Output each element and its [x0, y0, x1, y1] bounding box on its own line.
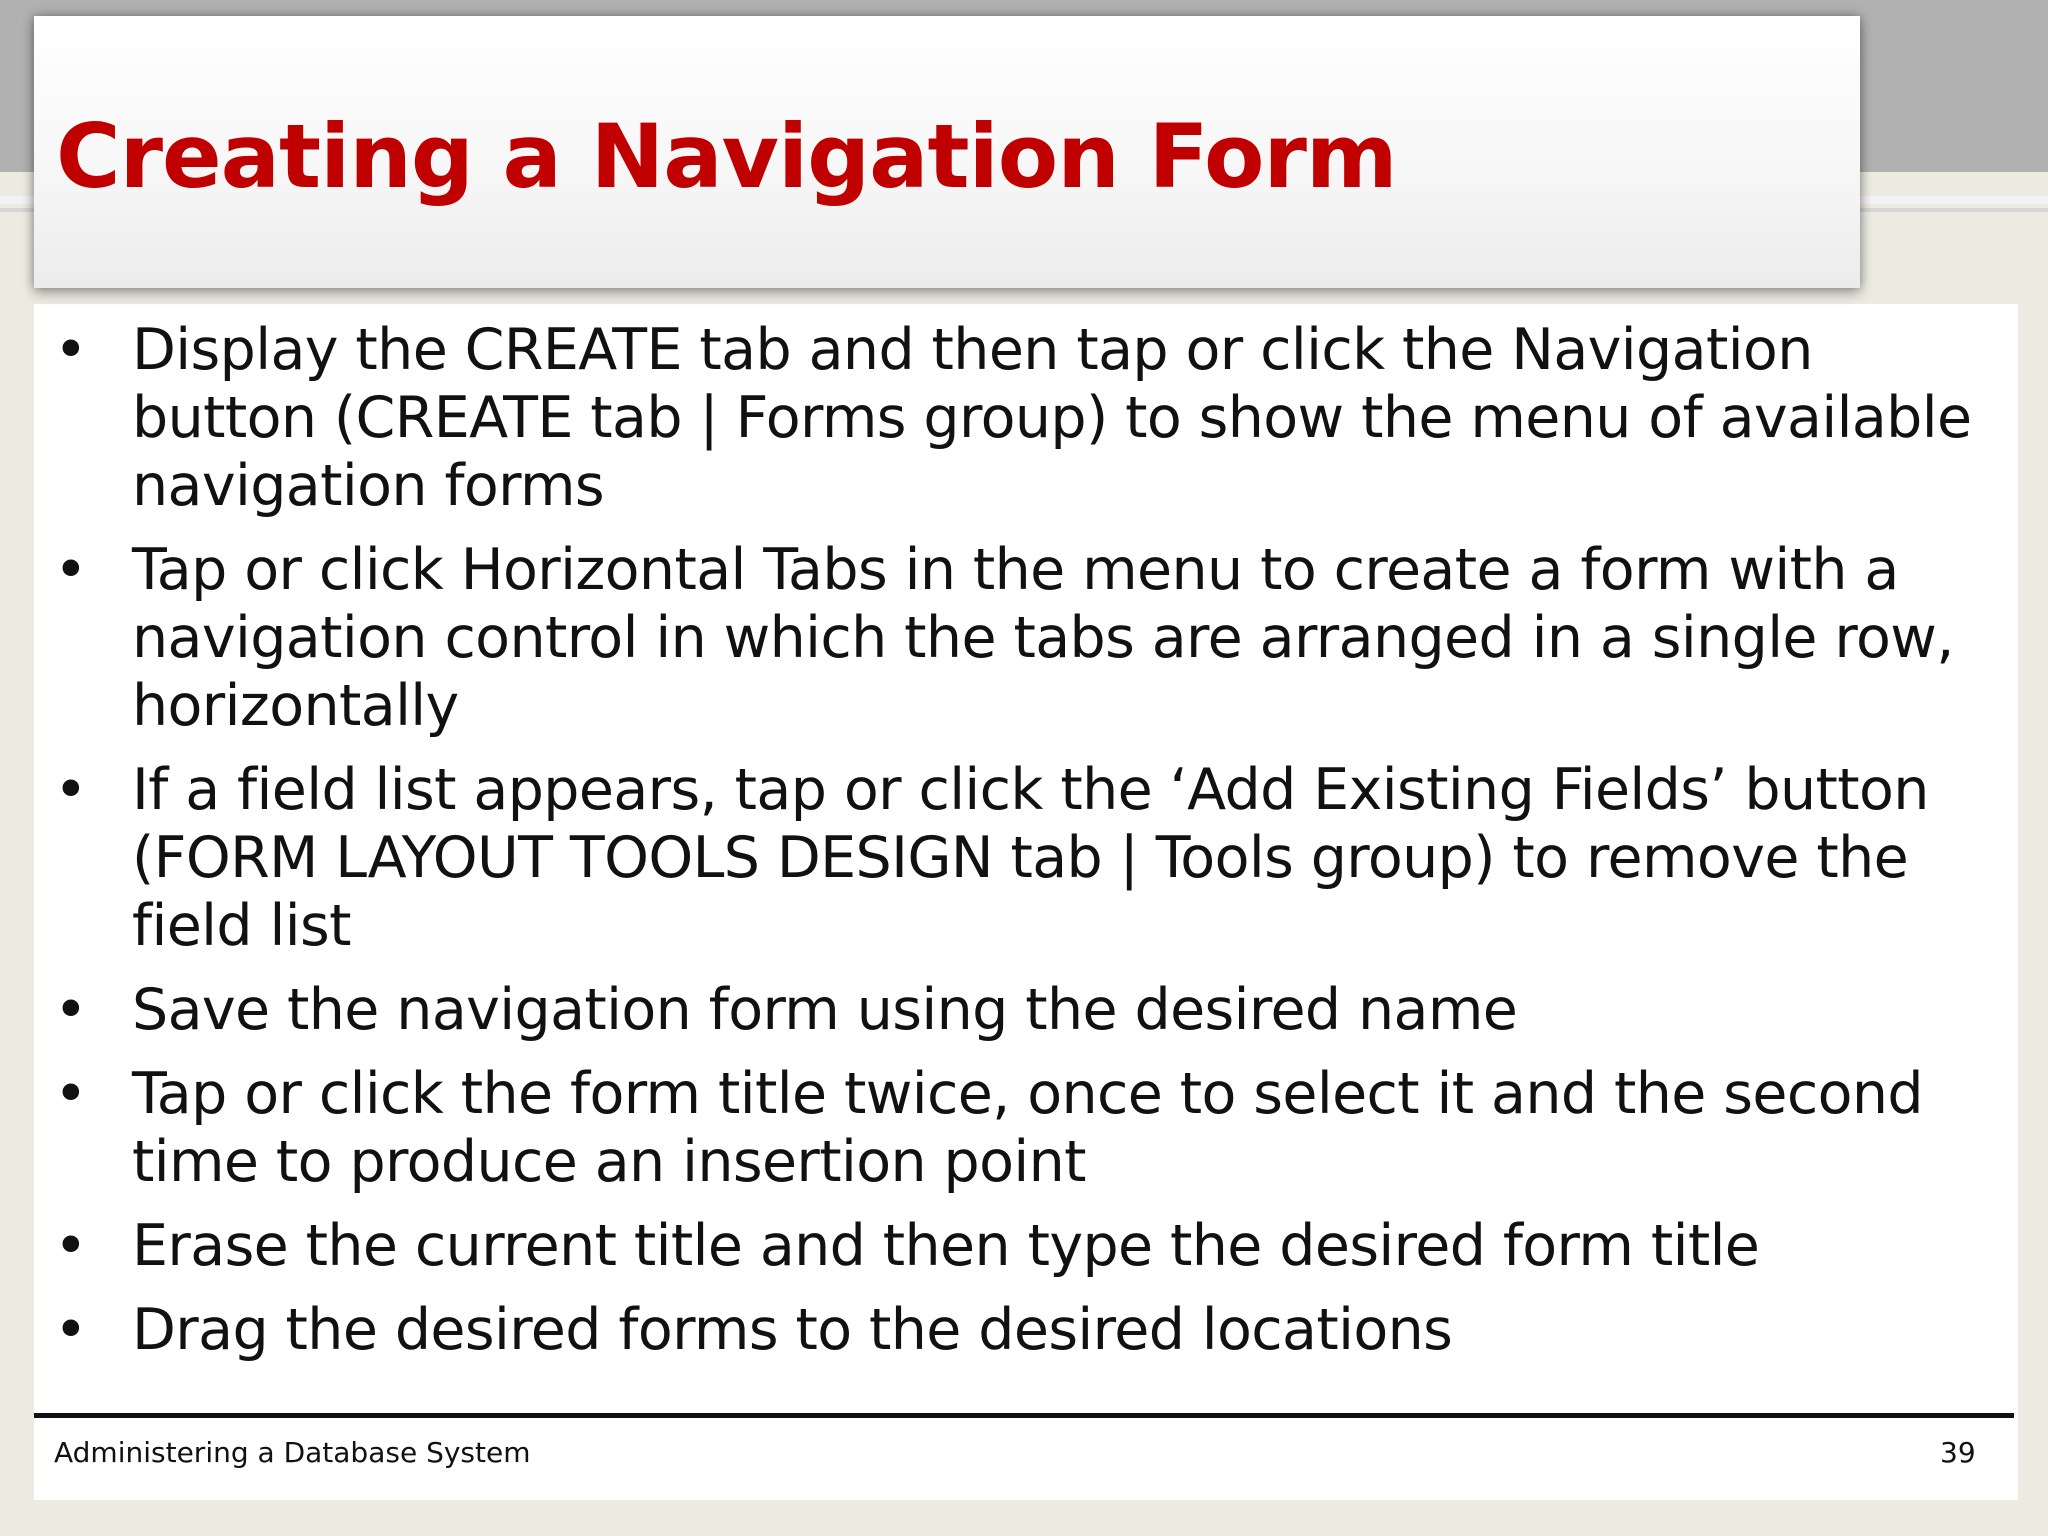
bullet-marker: •	[54, 1213, 88, 1279]
bullet-marker: •	[54, 977, 88, 1043]
slide-content-panel	[34, 304, 2018, 1500]
bullet-item	[34, 316, 2014, 520]
bullet-item	[34, 756, 2014, 960]
footer-divider	[34, 1413, 2014, 1418]
bullet-marker: •	[54, 757, 88, 823]
bullet-item	[34, 1060, 2014, 1196]
bullet-text: Erase the current title and then type the desired form title	[132, 1213, 1760, 1279]
footer-text: Administering a Database System	[54, 1436, 531, 1469]
bullet-list	[34, 316, 2014, 1380]
bullet-text: Tap or click the form title twice, once to select it and the second time to produce an insertion point	[132, 1061, 1923, 1195]
bullet-item	[34, 976, 2014, 1044]
bullet-marker: •	[54, 317, 88, 383]
bullet-text: Save the navigation form using the desired name	[132, 977, 1518, 1043]
bullet-item	[34, 536, 2014, 740]
bullet-item	[34, 1212, 2014, 1280]
bullet-item	[34, 1296, 2014, 1364]
page-number: 39	[1940, 1436, 1976, 1469]
bullet-text: Tap or click Horizontal Tabs in the menu to create a form with a navigation control in which the tabs are arranged in a single row, horizontally	[132, 537, 1954, 739]
bullet-text: Display the CREATE tab and then tap or click the Navigation button (CREATE tab | Forms group) to show the menu of available navigation forms	[132, 317, 1972, 519]
bullet-marker: •	[54, 1297, 88, 1363]
bullet-text: If a field list appears, tap or click the ‘Add Existing Fields’ button (FORM LAYOUT TOOLS DESIGN tab | Tools group) to remove the field list	[132, 757, 1929, 959]
bullet-marker: •	[54, 537, 88, 603]
bullet-marker: •	[54, 1061, 88, 1127]
slide-title: Creating a Navigation Form	[56, 105, 1397, 208]
bullet-text: Drag the desired forms to the desired locations	[132, 1297, 1453, 1363]
title-box	[34, 16, 1860, 288]
